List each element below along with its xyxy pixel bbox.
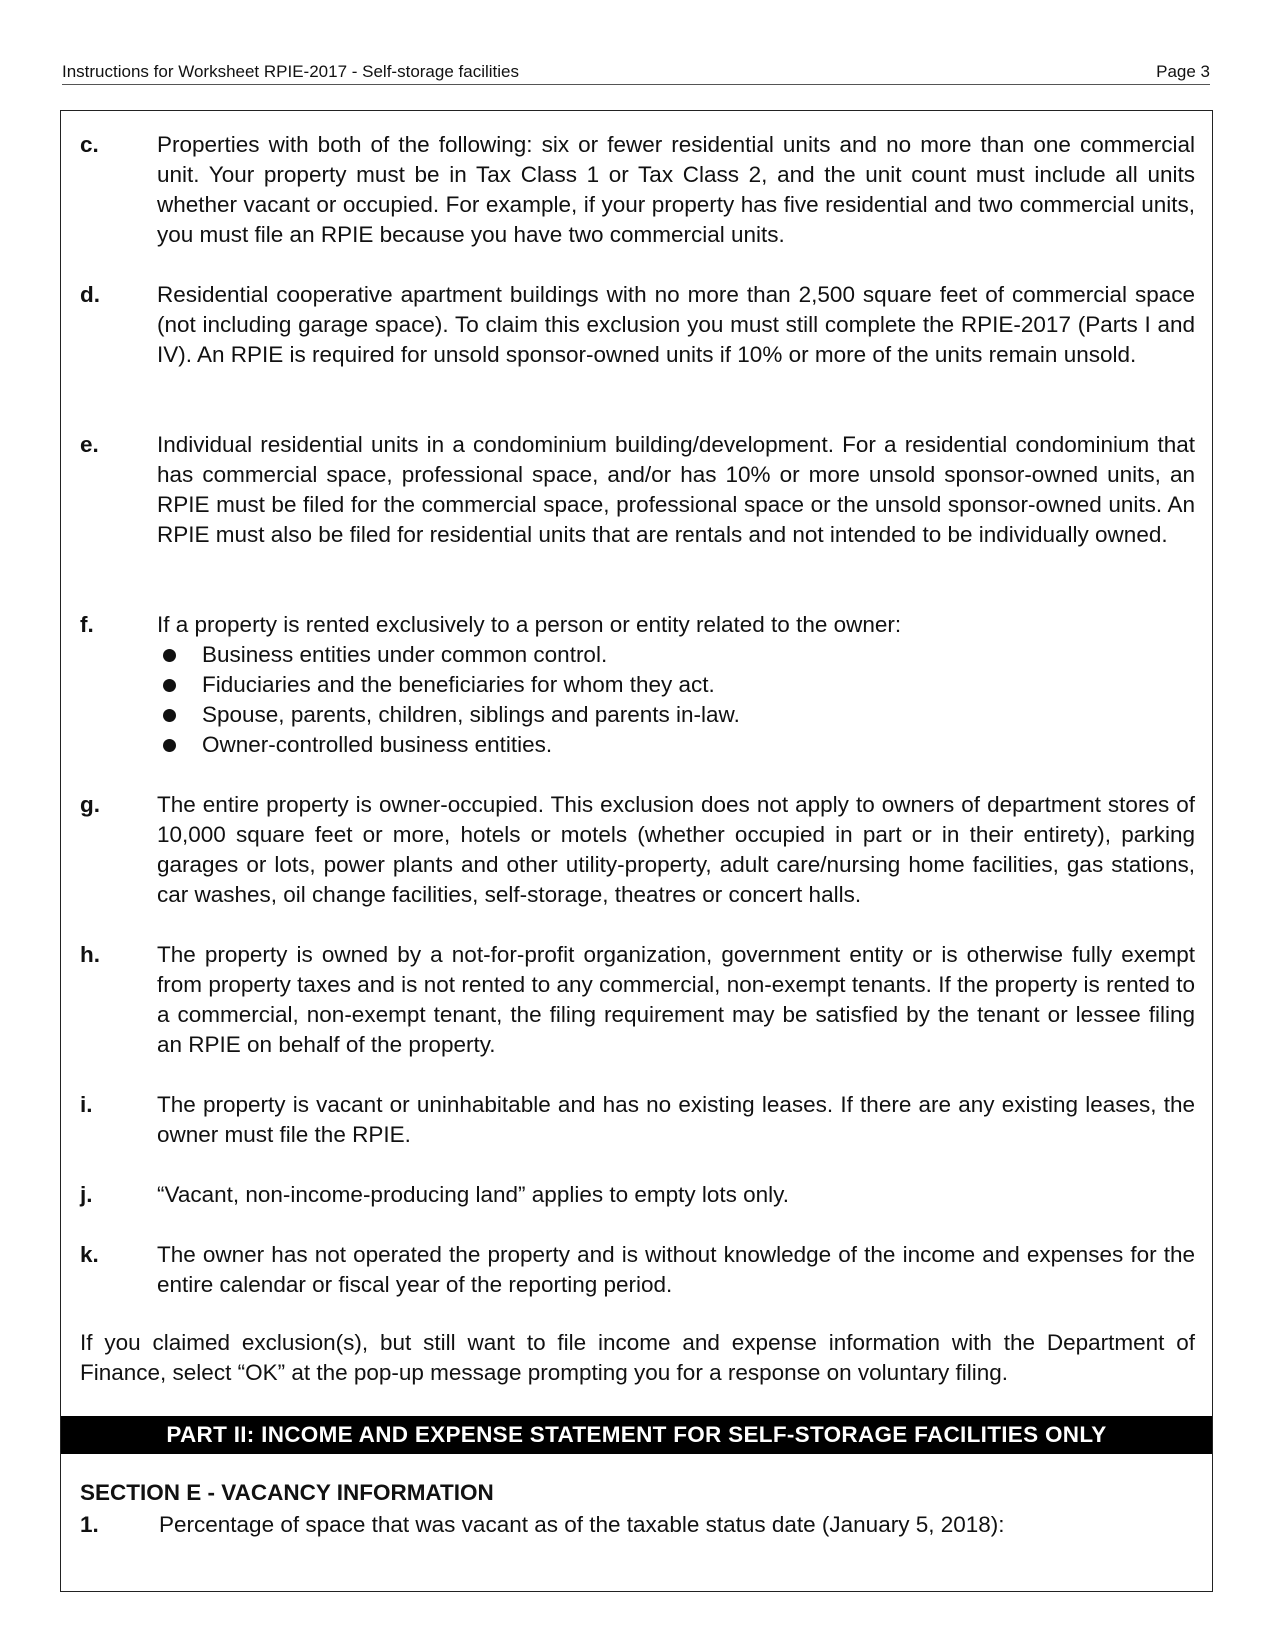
exclusion-letter: k. bbox=[80, 1242, 99, 1267]
exclusion-g bbox=[80, 790, 1195, 910]
exclusion-letter: j. bbox=[80, 1182, 93, 1207]
exclusion-text: The entire property is owner-occupied. This exclusion does not apply to owners of department stores of 10,000 square feet or more, hotels or motels (whether occupied in part or in their entirety), parking garages or lots, power plants and other utility-property, adult care/nursing home facilities, gas stations, car washes, oil change facilities, self-storage, theatres or concert halls. bbox=[157, 792, 1195, 907]
exclusion-h bbox=[80, 940, 1195, 1060]
exclusion-letter: i. bbox=[80, 1092, 93, 1117]
exclusion-letter: d. bbox=[80, 282, 100, 307]
bullet-icon bbox=[163, 679, 176, 692]
document-title: Instructions for Worksheet RPIE-2017 - Self-storage facilities bbox=[62, 62, 519, 81]
list-item: Business entities under common control. bbox=[157, 640, 1195, 670]
list-item: Fiduciaries and the beneficiaries for whom they act. bbox=[157, 670, 1195, 700]
exclusion-letter: f. bbox=[80, 612, 94, 637]
exclusion-e bbox=[80, 430, 1195, 550]
exclusion-i bbox=[80, 1090, 1195, 1150]
part-ii-heading: PART II: INCOME AND EXPENSE STATEMENT FOR SELF-STORAGE FACILITIES ONLY bbox=[61, 1416, 1212, 1454]
exclusion-text: Residential cooperative apartment buildings with no more than 2,500 square feet of commercial space (not including garage space). To claim this exclusion you must still complete the RPIE-2017 (Parts I and IV). An RPIE is required for unsold sponsor-owned units if 10% or more of the units remain unsold. bbox=[157, 282, 1195, 367]
page-header bbox=[62, 62, 1210, 85]
list-item: Owner-controlled business entities. bbox=[157, 730, 1195, 760]
question-1 bbox=[80, 1510, 1195, 1540]
bullet-icon bbox=[163, 649, 176, 662]
bullet-icon bbox=[163, 709, 176, 722]
exclusion-letter: g. bbox=[80, 792, 100, 817]
exclusion-j bbox=[80, 1180, 1195, 1210]
exclusion-d bbox=[80, 280, 1195, 370]
exclusion-text: If a property is rented exclusively to a person or entity related to the owner: bbox=[157, 612, 902, 637]
related-party-list bbox=[157, 640, 1195, 760]
section-e-title: SECTION E - VACANCY INFORMATION bbox=[80, 1480, 494, 1505]
exclusion-c bbox=[80, 130, 1195, 250]
list-item: Spouse, parents, children, siblings and parents in-law. bbox=[157, 700, 1195, 730]
bullet-icon bbox=[163, 739, 176, 752]
exclusion-text: The property is vacant or uninhabitable and has no existing leases. If there are any existing leases, the owner must file the RPIE. bbox=[157, 1092, 1195, 1147]
exclusion-text: The property is owned by a not-for-profit organization, government entity or is otherwise fully exempt from property taxes and is not rented to any commercial, non-exempt tenants. If the property is rented to a commercial, non-exempt tenant, the filing requirement may be satisfied by the tenant or lessee filing an RPIE on behalf of the property. bbox=[157, 942, 1195, 1057]
exclusion-k bbox=[80, 1240, 1195, 1300]
question-text: Percentage of space that was vacant as of the taxable status date (January 5, 2018): bbox=[159, 1512, 1005, 1537]
exclusion-letter: c. bbox=[80, 132, 99, 157]
exclusion-f bbox=[80, 610, 1195, 760]
exclusion-text: The owner has not operated the property and is without knowledge of the income and expenses for the entire calendar or fiscal year of the reporting period. bbox=[157, 1242, 1195, 1297]
exclusion-letter: h. bbox=[80, 942, 100, 967]
exclusion-text: Individual residential units in a condominium building/development. For a residential condominium that has commercial space, professional space, and/or has 10% or more unsold sponsor-owned units, an RPIE must be filed for the commercial space, professional space or the unsold sponsor-owned units. An RPIE must also be filed for residential units that are rentals and not intended to be individually owned. bbox=[157, 432, 1195, 547]
exclusion-letter: e. bbox=[80, 432, 99, 457]
voluntary-filing-note: If you claimed exclusion(s), but still want to file income and expense information with the Department of Finance, select “OK” at the pop-up message prompting you for a response on voluntary filing. bbox=[80, 1330, 1195, 1385]
exclusion-text: “Vacant, non-income-producing land” applies to empty lots only. bbox=[157, 1182, 789, 1207]
page-number: Page 3 bbox=[1156, 62, 1210, 81]
question-number: 1. bbox=[80, 1512, 99, 1537]
exclusion-text: Properties with both of the following: six or fewer residential units and no more than one commercial unit. Your property must be in Tax Class 1 or Tax Class 2, and the unit count must include all units whether vacant or occupied. For example, if your property has five residential and two commercial units, you must file an RPIE because you have two commercial units. bbox=[157, 132, 1195, 247]
